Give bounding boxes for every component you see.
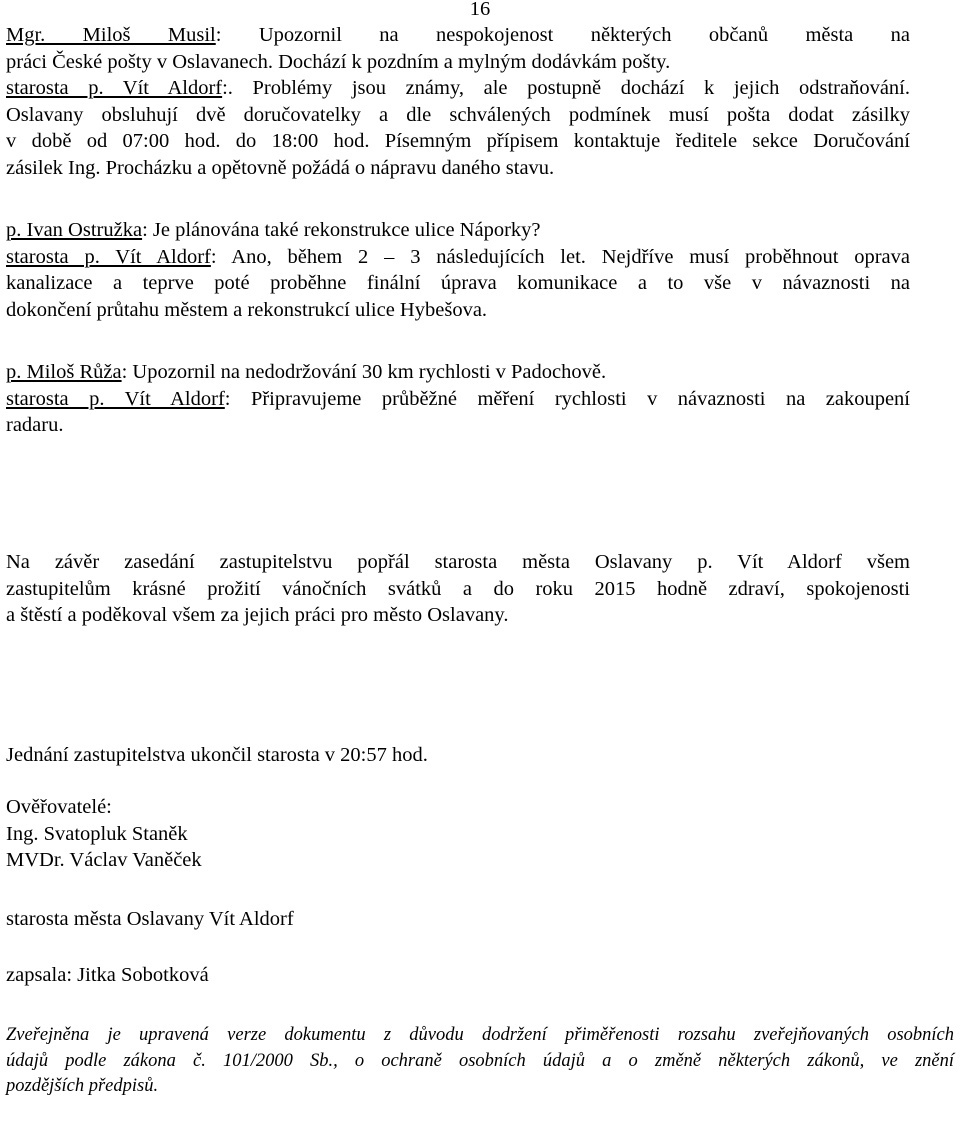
end-note: Jednání zastupitelstva ukončil starosta v 20:57 hod. — [6, 744, 428, 766]
footer-line-1: Zveřejněna je upravená verze dokumentu z důvodu dodržení přiměřenosti rozsahu zveřejňovaných osobních — [6, 1025, 954, 1045]
mayor-signature: starosta města Oslavany Vít Aldorf — [6, 908, 294, 930]
qa2-line-4: dokončení průtahu městem a rekonstrukcí ulice Hybešova. — [6, 298, 488, 321]
qa3-line-3: radaru. — [6, 414, 64, 436]
closing-line-1: Na závěr zasedání zastupitelstvu popřál starosta města Oslavany p. Vít Aldorf všem — [6, 551, 910, 573]
qa1-line-6: zásilek Ing. Procházku a opětovně požádá o nápravu daného stavu. — [6, 156, 555, 179]
qa1-line-2: práci České pošty v Oslavanech. Dochází k pozdním a mylným dodávkám pošty. — [6, 50, 671, 73]
verifiers — [6, 794, 910, 874]
qa2-line-1: p. Ivan Ostružka: Je plánována také rekonstrukce ulice Náporky? — [6, 219, 541, 241]
qa3-line-1: p. Miloš Růža: Upozornil na nedodržování 30 km rychlosti v Padochově. — [6, 361, 607, 383]
qa2-line-2: starosta p. Vít Aldorf: Ano, během 2 – 3 následujících let. Nejdříve musí proběhnout oprava — [6, 245, 910, 268]
speaker-name: p. Ivan Ostružka — [6, 219, 143, 241]
qa2-line-3: kanalizace a teprve poté proběhne finální úprava komunikace a to vše v návaznosti na — [6, 272, 910, 294]
qa1-line-3: starosta p. Vít Aldorf:. Problémy jsou známy, ale postupně dochází k jejich odstraňování. — [6, 77, 911, 99]
closing-paragraph — [6, 549, 910, 629]
speaker-name: p. Miloš Růža — [6, 361, 122, 383]
verifiers-heading: Ověřovatelé: — [6, 796, 112, 818]
verifier-name: Ing. Svatopluk Staněk — [6, 822, 188, 845]
qa-speed-padochov — [6, 359, 910, 439]
verifier-name: MVDr. Václav Vaněček — [6, 849, 202, 871]
closing-line-2: zastupitelům krásné prožití vánočních svátků a do roku 2015 hodně zdraví, spokojenosti — [6, 577, 910, 600]
speaker-name: starosta p. Vít Aldorf — [6, 387, 225, 410]
page-number: 16 — [469, 0, 491, 20]
footer-line-2: údajů podle zákona č. 101/2000 Sb., o ochraně osobních údajů a o změně některých zákonů, ve znění — [6, 1050, 954, 1071]
qa-post-office — [6, 22, 910, 181]
qa1-line-1: Mgr. Miloš Musil: Upozornil na nespokojenost některých občanů města na — [6, 24, 910, 46]
speaker-name: starosta p. Vít Aldorf — [6, 245, 211, 268]
closing-line-3: a štěstí a poděkoval všem za jejich práci pro město Oslavany. — [6, 604, 509, 626]
speaker-name: Mgr. Miloš Musil — [6, 24, 216, 46]
privacy-footer — [6, 1023, 954, 1100]
recorder: zapsala: Jitka Sobotková — [6, 964, 209, 986]
qa1-line-5: v době od 07:00 hod. do 18:00 hod. Písemným přípisem kontaktuje ředitele sekce Doručování — [6, 130, 910, 152]
speaker-name: starosta p. Vít Aldorf — [6, 77, 223, 99]
qa3-line-2: starosta p. Vít Aldorf: Připravujeme průběžné měření rychlosti v návaznosti na zakoupení — [6, 387, 911, 410]
qa-naporky-street — [6, 217, 910, 323]
qa1-line-4: Oslavany obsluhují dvě doručovatelky a dle schválených podmínek musí pošta dodat zásilky — [6, 103, 910, 126]
footer-line-3: pozdějších předpisů. — [6, 1076, 159, 1096]
